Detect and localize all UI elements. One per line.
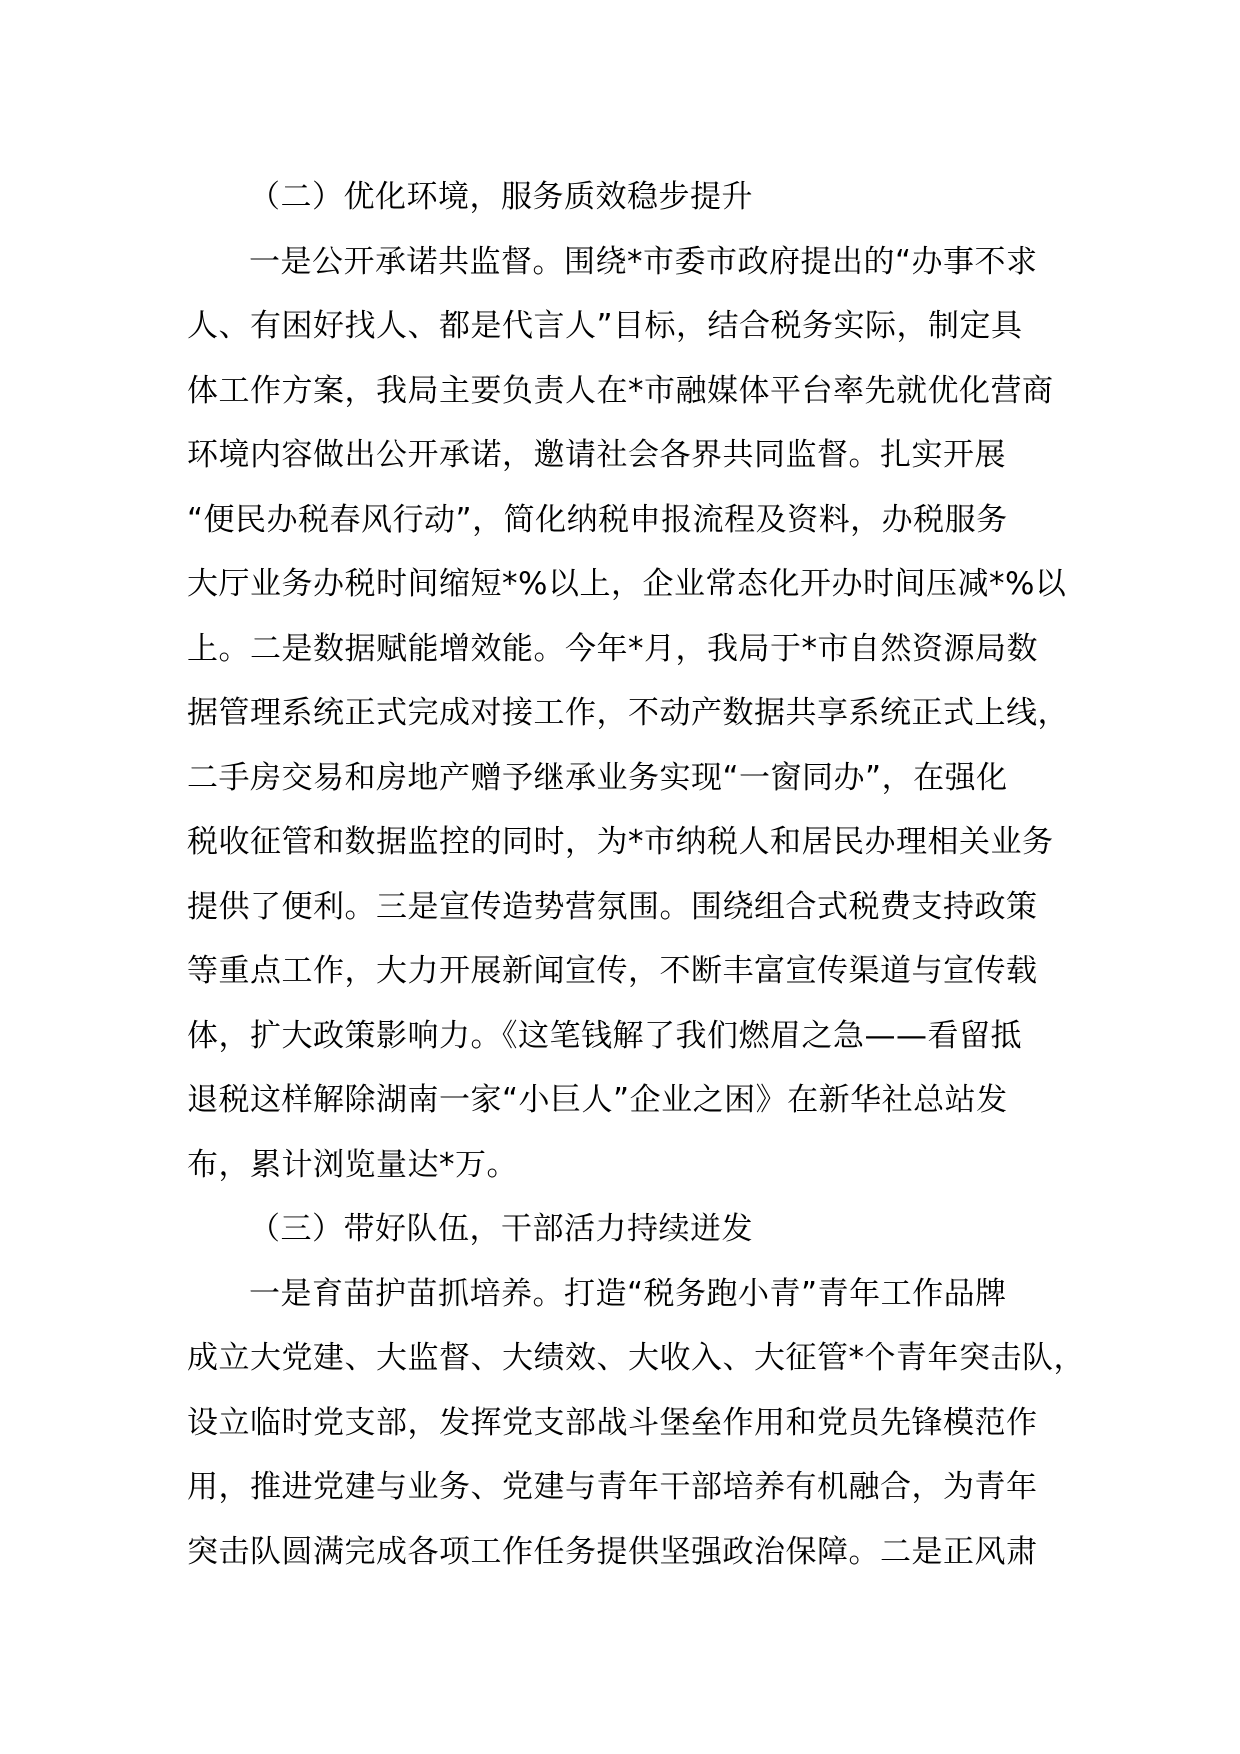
text-line: 突击队圆满完成各项工作任务提供坚强政治保障。二是正风肃: [187, 1533, 1038, 1570]
document-body: [187, 165, 1085, 1584]
section-paragraph-3: [187, 1262, 1085, 1585]
text-line: “便民办税春风行动”，简化纳税申报流程及资料，办税服务: [187, 501, 1008, 538]
text-line: 设立临时党支部，发挥党支部战斗堡垒作用和党员先锋模范作: [187, 1404, 1038, 1441]
text-line: 退税这样解除湖南一家“小巨人”企业之困》在新华社总站发: [187, 1082, 1008, 1118]
text-line: 二手房交易和房地产赠予继承业务实现“一窗同办”，在强化: [187, 759, 1008, 796]
text-line: 提供了便利。三是宣传造势营氛围。围绕组合式税费支持政策: [187, 888, 1038, 925]
section-paragraph-2: [187, 230, 1069, 1198]
text-line: 人、有困好找人、都是代言人”目标，结合税务实际，制定具: [187, 308, 1023, 344]
text-line: 一是育苗护苗抓培养。打造“税务跑小青”青年工作品牌: [249, 1275, 1007, 1312]
section-heading-2: （二）优化环境，服务质效稳步提升: [249, 179, 753, 215]
text-line: 布，累计浏览量达*万。: [187, 1146, 518, 1183]
text-line: 税收征管和数据监控的同时，为*市纳税人和居民办理相关业务: [187, 824, 1054, 860]
text-line: 大厅业务办税时间缩短*%以上，企业常态化开办时间压减*%以: [187, 566, 1067, 602]
text-line: 用，推进党建与业务、党建与青年干部培养有机融合，为青年: [187, 1469, 1038, 1505]
text-line: 上。二是数据赋能增效能。今年*月，我局于*市自然资源局数: [187, 630, 1038, 667]
text-line: 据管理系统正式完成对接工作，不动产数据共享系统正式上线，: [187, 695, 1069, 731]
text-line: 体工作方案，我局主要负责人在*市融媒体平台率先就优化营商: [187, 372, 1054, 409]
text-line: 等重点工作，大力开展新闻宣传，不断丰富宣传渠道与宣传载: [187, 953, 1038, 989]
section-heading-3: （三）带好队伍，干部活力持续迸发: [249, 1211, 753, 1247]
text-line: 成立大党建、大监督、大绩效、大收入、大征管*个青年突击队，: [187, 1340, 1085, 1376]
text-line: 环境内容做出公开承诺，邀请社会各界共同监督。扎实开展: [187, 437, 1006, 473]
text-line: 体，扩大政策影响力。《这笔钱解了我们燃眉之急——看留抵: [187, 1017, 1022, 1054]
text-line: 一是公开承诺共监督。围绕*市委市政府提出的“办事不求: [249, 243, 1038, 280]
